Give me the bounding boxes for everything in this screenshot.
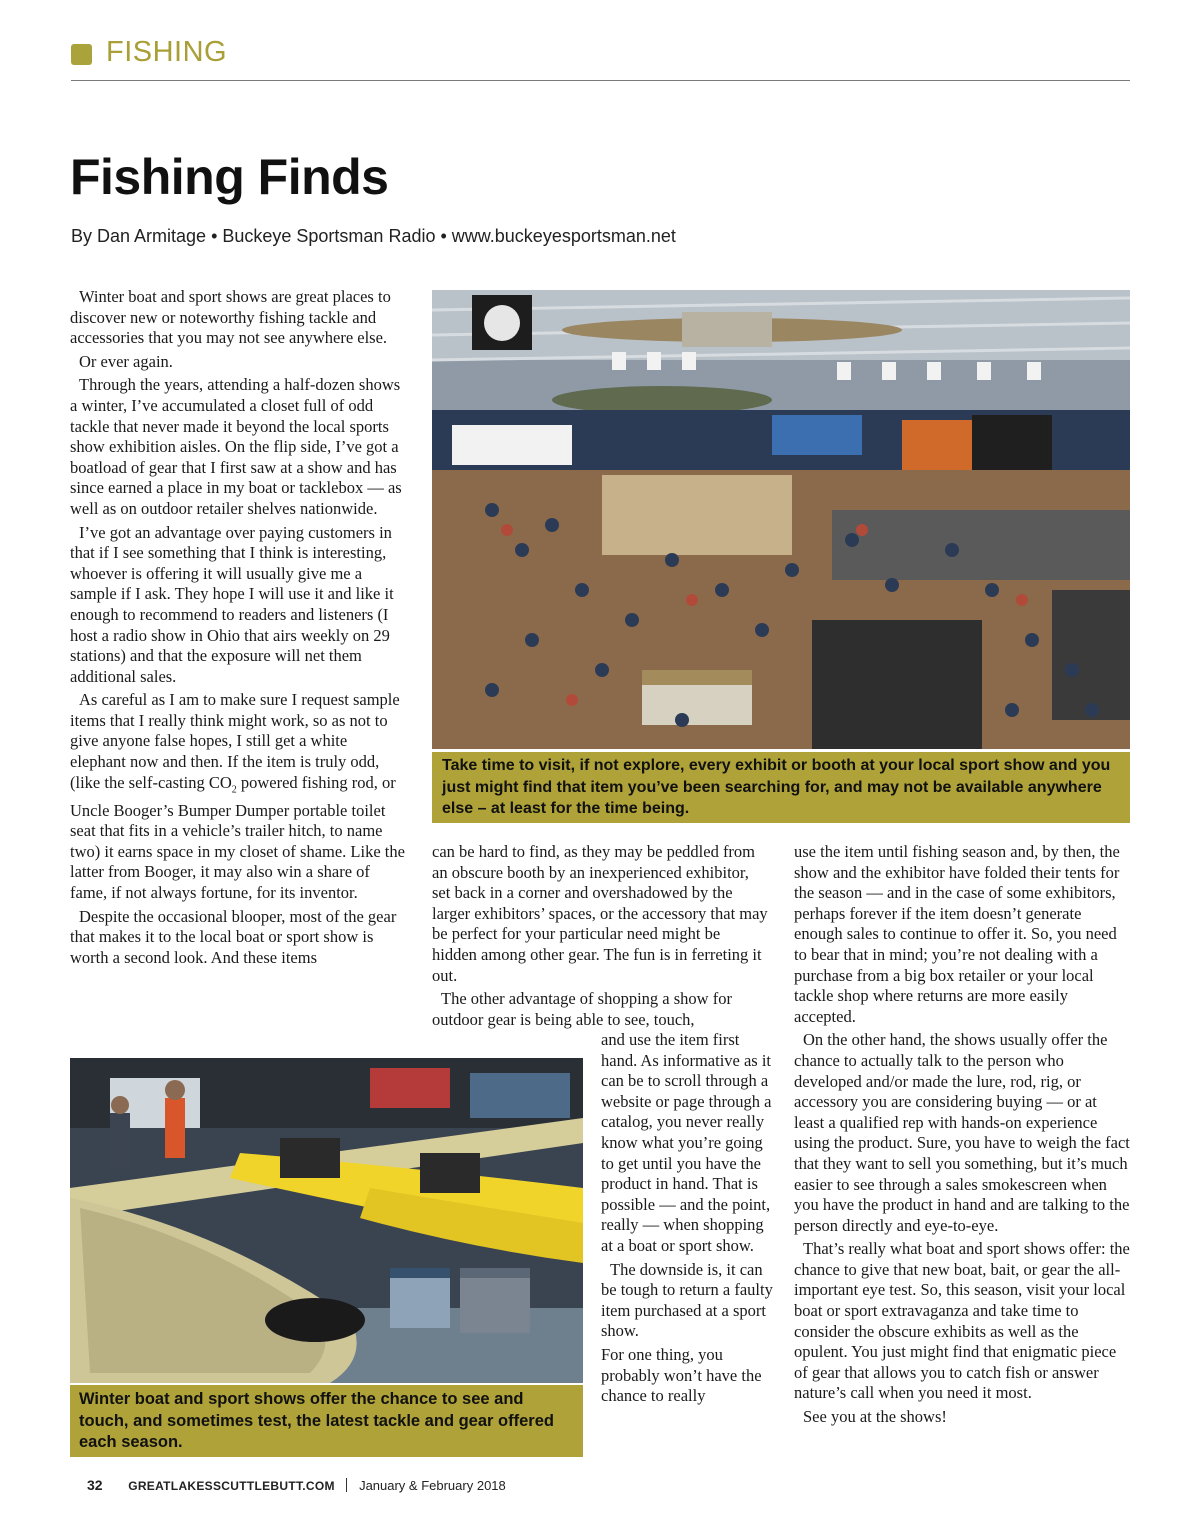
kayak-display-illustration [70,1058,583,1383]
body-paragraph: Despite the occasional blooper, most of the gear that makes it to the local boat or sport show is worth a second look. And these items [70,906,397,967]
body-paragraph: The other advantage of shopping a show for outdoor gear is being able to see, touch, [432,989,732,1029]
paragraph-text: powered fishing rod, or Uncle Booger’s Bumper Dumper portable toilet seat that fits in a vehicle’s trailer hitch, to name two) it earns space in my closet of shame. Like the latter from Booger, it may also win a share of fame, if not always fortune, for its inventor. [70,772,405,902]
kayak-display-photo [70,1058,583,1383]
section-marker [71,44,92,65]
photo-caption-bottom: Winter boat and sport shows offer the chance to see and touch, and sometimes test, the latest tackle and gear offered each season. [70,1385,583,1457]
body-paragraph: and use the item first hand. As informative as it can be to scroll through a website or page through a catalog, you never really know what you’re going to get until you have the product in hand. That is possible — and the point, really — when shopping at a boat or sport show. [601,1030,772,1255]
issue-date: January & February 2018 [359,1478,506,1493]
page-footer [87,1477,506,1493]
header-rule [71,80,1130,81]
body-paragraph: I’ve got an advantage over paying customers in that if I see something that I think is interesting, whoever is offering it will usually give me a sample if I ask. They hope I will use it and like it enough to recommend to readers and listeners (I host a radio show in Ohio that airs weekly on 29 stations) and that the exposure will net them additional sales. [70,522,394,686]
footer-separator [346,1478,347,1492]
subscript: 2 [231,783,237,795]
body-paragraph: On the other hand, the shows usually offer the chance to actually talk to the person who developed and/or made the lure, rod, rig, or accessory you are considering buying — or at least a qualified rep with hands-on experience using the product. Sure, you have to weigh the fact that they want to sell you something, but it’s much easier to see through a sales smokescreen when you have the product in hand and are talking to the person directly and eye-to-eye. [794,1030,1130,1235]
section-label: FISHING [106,36,228,68]
article-column-2-top [432,842,768,1033]
article-title: Fishing Finds [70,149,389,205]
body-paragraph: Or ever again. [79,351,173,371]
body-paragraph: Winter boat and sport shows are great places to discover new or noteworthy fishing tackle and accessories that you may not see anywhere else. [70,287,391,348]
body-paragraph: For one thing, you probably won’t have the chance to really [601,1344,762,1406]
article-column-1 [70,287,406,971]
paragraph-text: As careful as I am to make sure I request sample items that I really think might work, so as not to give anyone false hopes, I still get a white elephant now and then. If the item is truly odd, (like the self-casting CO [70,690,400,792]
byline: By Dan Armitage • Buckeye Sportsman Radio • www.buckeyesportsman.net [71,226,676,246]
body-paragraph: use the item until fishing season and, by then, the show and the exhibitor have folded their tents for the season — and in the case of some exhibitors, perhaps forever if the item doesn’t generate enough sales to continue to offer it. So, you need to bear that in mind; you’re not dealing with a purchase from a big box retailer or your local tackle shop where returns are more easily accepted. [794,842,1120,1026]
page-number: 32 [87,1477,103,1493]
exhibition-hall-illustration [432,290,1130,749]
article-column-3 [794,842,1130,1431]
body-paragraph: Through the years, attending a half-dozen shows a winter, I’ve accumulated a closet full of odd tackle that never made it beyond the local sports show exhibition aisles. On the flip side, I’ve got a boatload of gear that I first saw at a show and has since earned a place in my boat or tacklebox — as well as on outdoor retailer shelves nationwide. [70,375,402,518]
body-paragraph: See you at the shows! [803,1407,947,1427]
photo-caption-top: Take time to visit, if not explore, every exhibit or booth at your local sport show and you just might find that item you’ve been searching for, and may not be available anywhere else – at least for the time being. [432,752,1130,823]
body-paragraph [70,690,406,903]
body-paragraph: can be hard to find, as they may be peddled from an obscure booth by an inexperienced exhibitor, set back in a corner and overshadowed by the larger exhibitors’ spaces, or the accessory that may be perfect for your particular need might be hidden among other gear. The fun is in ferreting it out. [432,842,768,985]
article-column-2-narrow [601,1030,773,1410]
body-paragraph: That’s really what boat and sport shows offer: the chance to give that new boat, bait, or gear the all-important eye test. So, this season, visit your local boat or sport extravaganza and take time to consider the obscure exhibits as well as the opulent. You just might find that enigmatic piece of gear that allows you to catch fish or answer nature’s call when you need it most. [794,1239,1130,1403]
publication-url: GREATLAKESSCUTTLEBUTT.COM [128,1479,335,1493]
exhibition-hall-photo [432,290,1130,749]
body-paragraph: The downside is, it can be tough to return a faulty item purchased at a sport show. [601,1259,773,1341]
